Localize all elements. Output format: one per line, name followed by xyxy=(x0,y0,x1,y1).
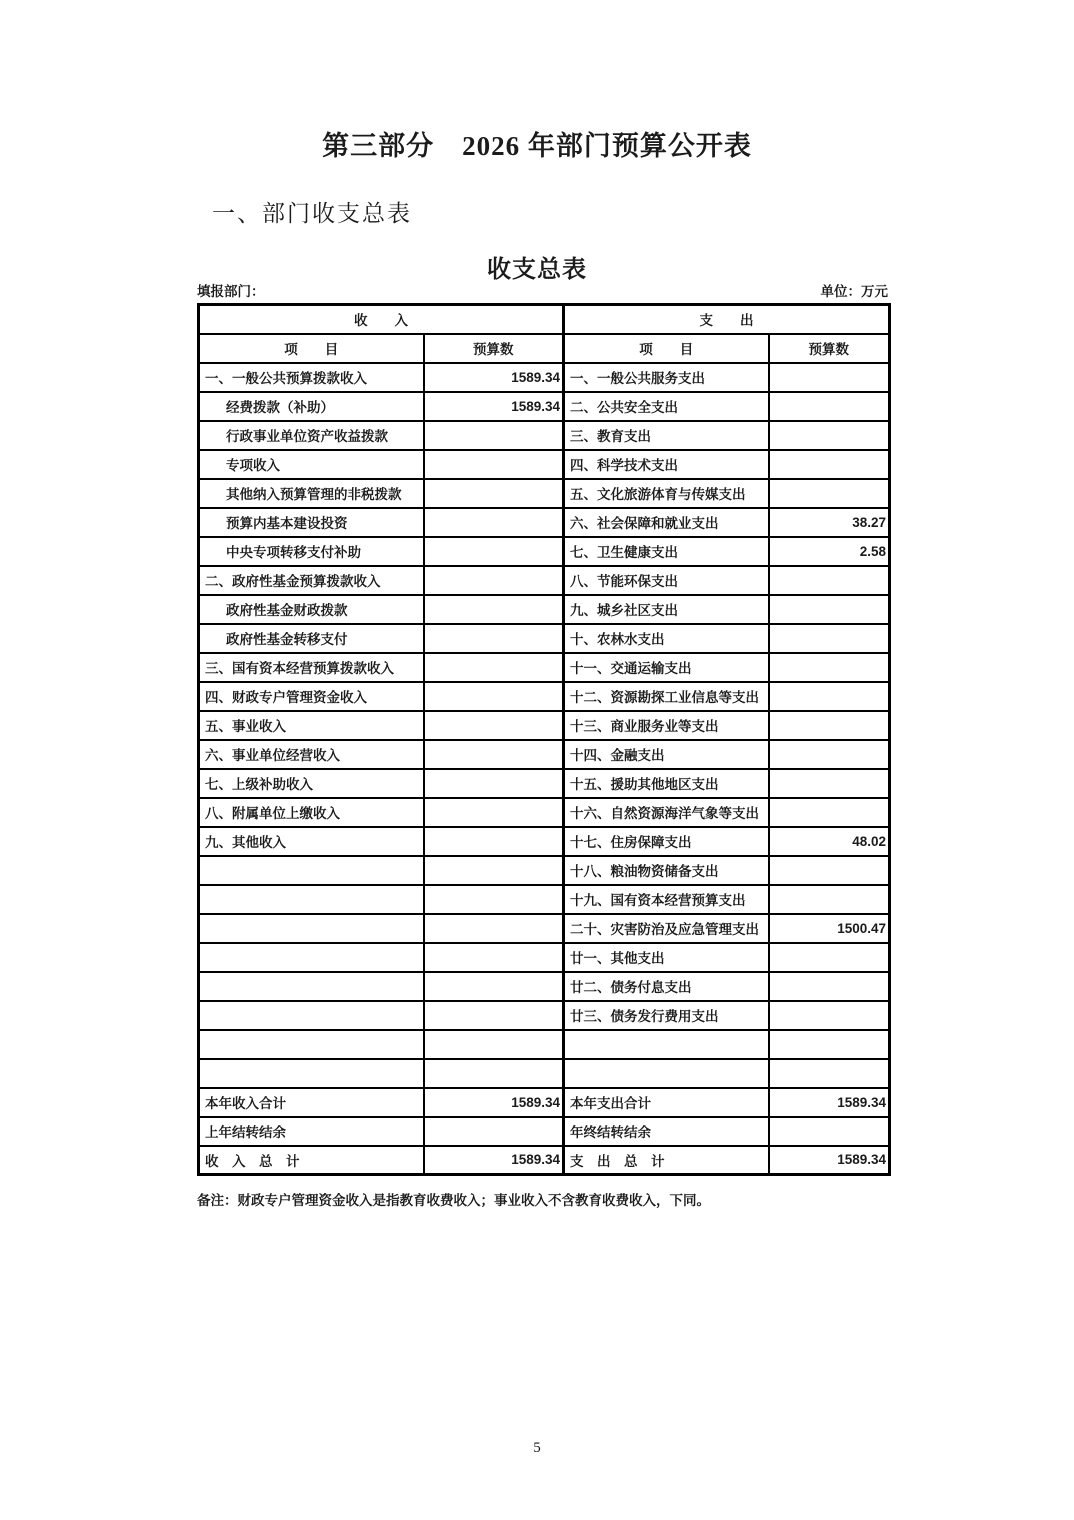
table-row xyxy=(199,363,890,392)
income-item-cell xyxy=(199,1030,424,1059)
income-item-cell: 八、附属单位上缴收入 xyxy=(199,798,424,827)
expense-value-cell: 2.58 xyxy=(769,537,890,566)
expense-value-cell xyxy=(769,1059,890,1088)
expense-value-cell xyxy=(769,798,890,827)
income-item-cell: 预算内基本建设投资 xyxy=(199,508,424,537)
income-item-cell: 政府性基金转移支付 xyxy=(199,624,424,653)
budget-table-head xyxy=(199,305,890,363)
income-value-cell xyxy=(424,769,564,798)
unit-label: 单位：万元 xyxy=(820,284,888,299)
expense-item-cell: 一、一般公共服务支出 xyxy=(564,363,769,392)
income-item-cell: 一、一般公共预算拨款收入 xyxy=(199,363,424,392)
income-item-cell: 其他纳入预算管理的非税拨款 xyxy=(199,479,424,508)
expense-item-cell: 十五、援助其他地区支出 xyxy=(564,769,769,798)
table-row xyxy=(199,1030,890,1059)
income-value-cell xyxy=(424,856,564,885)
income-value-cell xyxy=(424,653,564,682)
income-item-cell: 收 入 总 计 xyxy=(199,1146,424,1175)
table-row xyxy=(199,711,890,740)
table-row xyxy=(199,1117,890,1146)
expense-value-cell xyxy=(769,682,890,711)
expense-item-cell: 年终结转结余 xyxy=(564,1117,769,1146)
expense-item-cell: 八、节能环保支出 xyxy=(564,566,769,595)
budget-table-body xyxy=(199,363,890,1175)
table-row xyxy=(199,943,890,972)
expense-budget-column-header: 预算数 xyxy=(769,334,890,363)
table-row xyxy=(199,827,890,856)
expense-item-cell: 三、教育支出 xyxy=(564,421,769,450)
expense-value-cell xyxy=(769,943,890,972)
expense-item-cell: 支 出 总 计 xyxy=(564,1146,769,1175)
expense-item-cell: 十七、住房保障支出 xyxy=(564,827,769,856)
expense-value-cell xyxy=(769,885,890,914)
income-value-cell xyxy=(424,972,564,1001)
income-item-cell xyxy=(199,1001,424,1030)
expense-value-cell xyxy=(769,392,890,421)
income-item-cell xyxy=(199,943,424,972)
table-row xyxy=(199,885,890,914)
table-row xyxy=(199,1088,890,1117)
expense-item-cell: 廿二、债务付息支出 xyxy=(564,972,769,1001)
table-row xyxy=(199,508,890,537)
expense-value-cell xyxy=(769,595,890,624)
table-row xyxy=(199,392,890,421)
table-row xyxy=(199,479,890,508)
expense-value-cell: 1500.47 xyxy=(769,914,890,943)
income-item-cell: 上年结转结余 xyxy=(199,1117,424,1146)
expense-value-cell xyxy=(769,624,890,653)
column-header-row xyxy=(199,334,890,363)
table-row xyxy=(199,1001,890,1030)
income-value-cell xyxy=(424,537,564,566)
table-footnote: 备注：财政专户管理资金收入是指教育收费收入；事业收入不含教育收费收入，下同。 xyxy=(197,1193,710,1208)
table-row xyxy=(199,624,890,653)
table-row xyxy=(199,972,890,1001)
income-item-cell xyxy=(199,856,424,885)
table-row xyxy=(199,421,890,450)
section-title: 一、部门收支总表 xyxy=(212,201,412,226)
expense-item-cell: 十二、资源勘探工业信息等支出 xyxy=(564,682,769,711)
income-value-cell xyxy=(424,943,564,972)
expense-value-cell xyxy=(769,972,890,1001)
expense-value-cell xyxy=(769,450,890,479)
expense-value-cell xyxy=(769,769,890,798)
income-value-cell: 1589.34 xyxy=(424,1146,564,1175)
table-row xyxy=(199,856,890,885)
table-title: 收支总表 xyxy=(487,257,587,283)
income-item-cell: 本年收入合计 xyxy=(199,1088,424,1117)
income-value-cell: 1589.34 xyxy=(424,363,564,392)
table-row xyxy=(199,682,890,711)
expense-value-cell: 1589.34 xyxy=(769,1146,890,1175)
expense-section-header: 支 出 xyxy=(564,305,890,334)
income-item-cell: 三、国有资本经营预算拨款收入 xyxy=(199,653,424,682)
income-item-cell: 五、事业收入 xyxy=(199,711,424,740)
income-item-cell: 中央专项转移支付补助 xyxy=(199,537,424,566)
expense-item-column-header: 项 目 xyxy=(564,334,769,363)
expense-value-cell xyxy=(769,856,890,885)
income-value-cell xyxy=(424,595,564,624)
table-row xyxy=(199,595,890,624)
income-item-cell: 六、事业单位经营收入 xyxy=(199,740,424,769)
expense-item-cell: 十八、粮油物资储备支出 xyxy=(564,856,769,885)
table-row xyxy=(199,914,890,943)
table-row xyxy=(199,769,890,798)
income-item-cell: 七、上级补助收入 xyxy=(199,769,424,798)
expense-item-cell xyxy=(564,1059,769,1088)
income-value-cell: 1589.34 xyxy=(424,392,564,421)
income-value-cell xyxy=(424,1059,564,1088)
income-value-cell xyxy=(424,450,564,479)
income-value-cell xyxy=(424,566,564,595)
form-department-label: 填报部门： xyxy=(197,284,265,299)
expense-value-cell: 48.02 xyxy=(769,827,890,856)
income-value-cell xyxy=(424,740,564,769)
table-row xyxy=(199,566,890,595)
budget-summary-table xyxy=(197,303,891,1176)
income-item-column-header: 项 目 xyxy=(199,334,424,363)
income-section-header: 收 入 xyxy=(199,305,564,334)
table-row xyxy=(199,653,890,682)
expense-value-cell xyxy=(769,566,890,595)
income-value-cell xyxy=(424,479,564,508)
expense-item-cell: 四、科学技术支出 xyxy=(564,450,769,479)
income-value-cell xyxy=(424,682,564,711)
expense-item-cell xyxy=(564,1030,769,1059)
income-value-cell xyxy=(424,798,564,827)
expense-value-cell: 1589.34 xyxy=(769,1088,890,1117)
expense-item-cell: 九、城乡社区支出 xyxy=(564,595,769,624)
expense-value-cell xyxy=(769,363,890,392)
income-item-cell: 四、财政专户管理资金收入 xyxy=(199,682,424,711)
expense-value-cell xyxy=(769,1001,890,1030)
income-value-cell xyxy=(424,711,564,740)
expense-value-cell xyxy=(769,1117,890,1146)
table-meta-row xyxy=(197,280,888,300)
expense-value-cell: 38.27 xyxy=(769,508,890,537)
expense-item-cell: 十、农林水支出 xyxy=(564,624,769,653)
table-row xyxy=(199,740,890,769)
income-item-cell xyxy=(199,914,424,943)
income-item-cell: 行政事业单位资产收益拨款 xyxy=(199,421,424,450)
income-item-cell: 经费拨款（补助） xyxy=(199,392,424,421)
expense-item-cell: 二十、灾害防治及应急管理支出 xyxy=(564,914,769,943)
expense-item-cell: 十六、自然资源海洋气象等支出 xyxy=(564,798,769,827)
expense-value-cell xyxy=(769,479,890,508)
table-row xyxy=(199,798,890,827)
expense-item-cell: 廿三、债务发行费用支出 xyxy=(564,1001,769,1030)
income-value-cell xyxy=(424,1030,564,1059)
income-value-cell xyxy=(424,508,564,537)
expense-item-cell: 七、卫生健康支出 xyxy=(564,537,769,566)
income-item-cell xyxy=(199,1059,424,1088)
table-row xyxy=(199,537,890,566)
income-item-cell: 政府性基金财政拨款 xyxy=(199,595,424,624)
expense-item-cell: 十九、国有资本经营预算支出 xyxy=(564,885,769,914)
income-value-cell xyxy=(424,827,564,856)
table-row xyxy=(199,1059,890,1088)
income-item-cell: 二、政府性基金预算拨款收入 xyxy=(199,566,424,595)
expense-item-cell: 十一、交通运输支出 xyxy=(564,653,769,682)
section-header-row xyxy=(199,305,890,334)
income-item-cell: 九、其他收入 xyxy=(199,827,424,856)
expense-item-cell: 本年支出合计 xyxy=(564,1088,769,1117)
expense-value-cell xyxy=(769,711,890,740)
expense-value-cell xyxy=(769,1030,890,1059)
expense-item-cell: 五、文化旅游体育与传媒支出 xyxy=(564,479,769,508)
table-row xyxy=(199,1146,890,1175)
expense-value-cell xyxy=(769,740,890,769)
expense-value-cell xyxy=(769,653,890,682)
income-value-cell: 1589.34 xyxy=(424,1088,564,1117)
expense-value-cell xyxy=(769,421,890,450)
income-value-cell xyxy=(424,421,564,450)
income-value-cell xyxy=(424,885,564,914)
expense-item-cell: 十三、商业服务业等支出 xyxy=(564,711,769,740)
income-value-cell xyxy=(424,1117,564,1146)
income-item-cell: 专项收入 xyxy=(199,450,424,479)
income-value-cell xyxy=(424,624,564,653)
income-value-cell xyxy=(424,914,564,943)
income-item-cell xyxy=(199,885,424,914)
expense-item-cell: 六、社会保障和就业支出 xyxy=(564,508,769,537)
page-number: 5 xyxy=(533,1440,541,1456)
income-budget-column-header: 预算数 xyxy=(424,334,564,363)
table-row xyxy=(199,450,890,479)
income-value-cell xyxy=(424,1001,564,1030)
expense-item-cell: 十四、金融支出 xyxy=(564,740,769,769)
expense-item-cell: 廿一、其他支出 xyxy=(564,943,769,972)
income-item-cell xyxy=(199,972,424,1001)
expense-item-cell: 二、公共安全支出 xyxy=(564,392,769,421)
part-title: 第三部分 2026 年部门预算公开表 xyxy=(322,131,752,161)
